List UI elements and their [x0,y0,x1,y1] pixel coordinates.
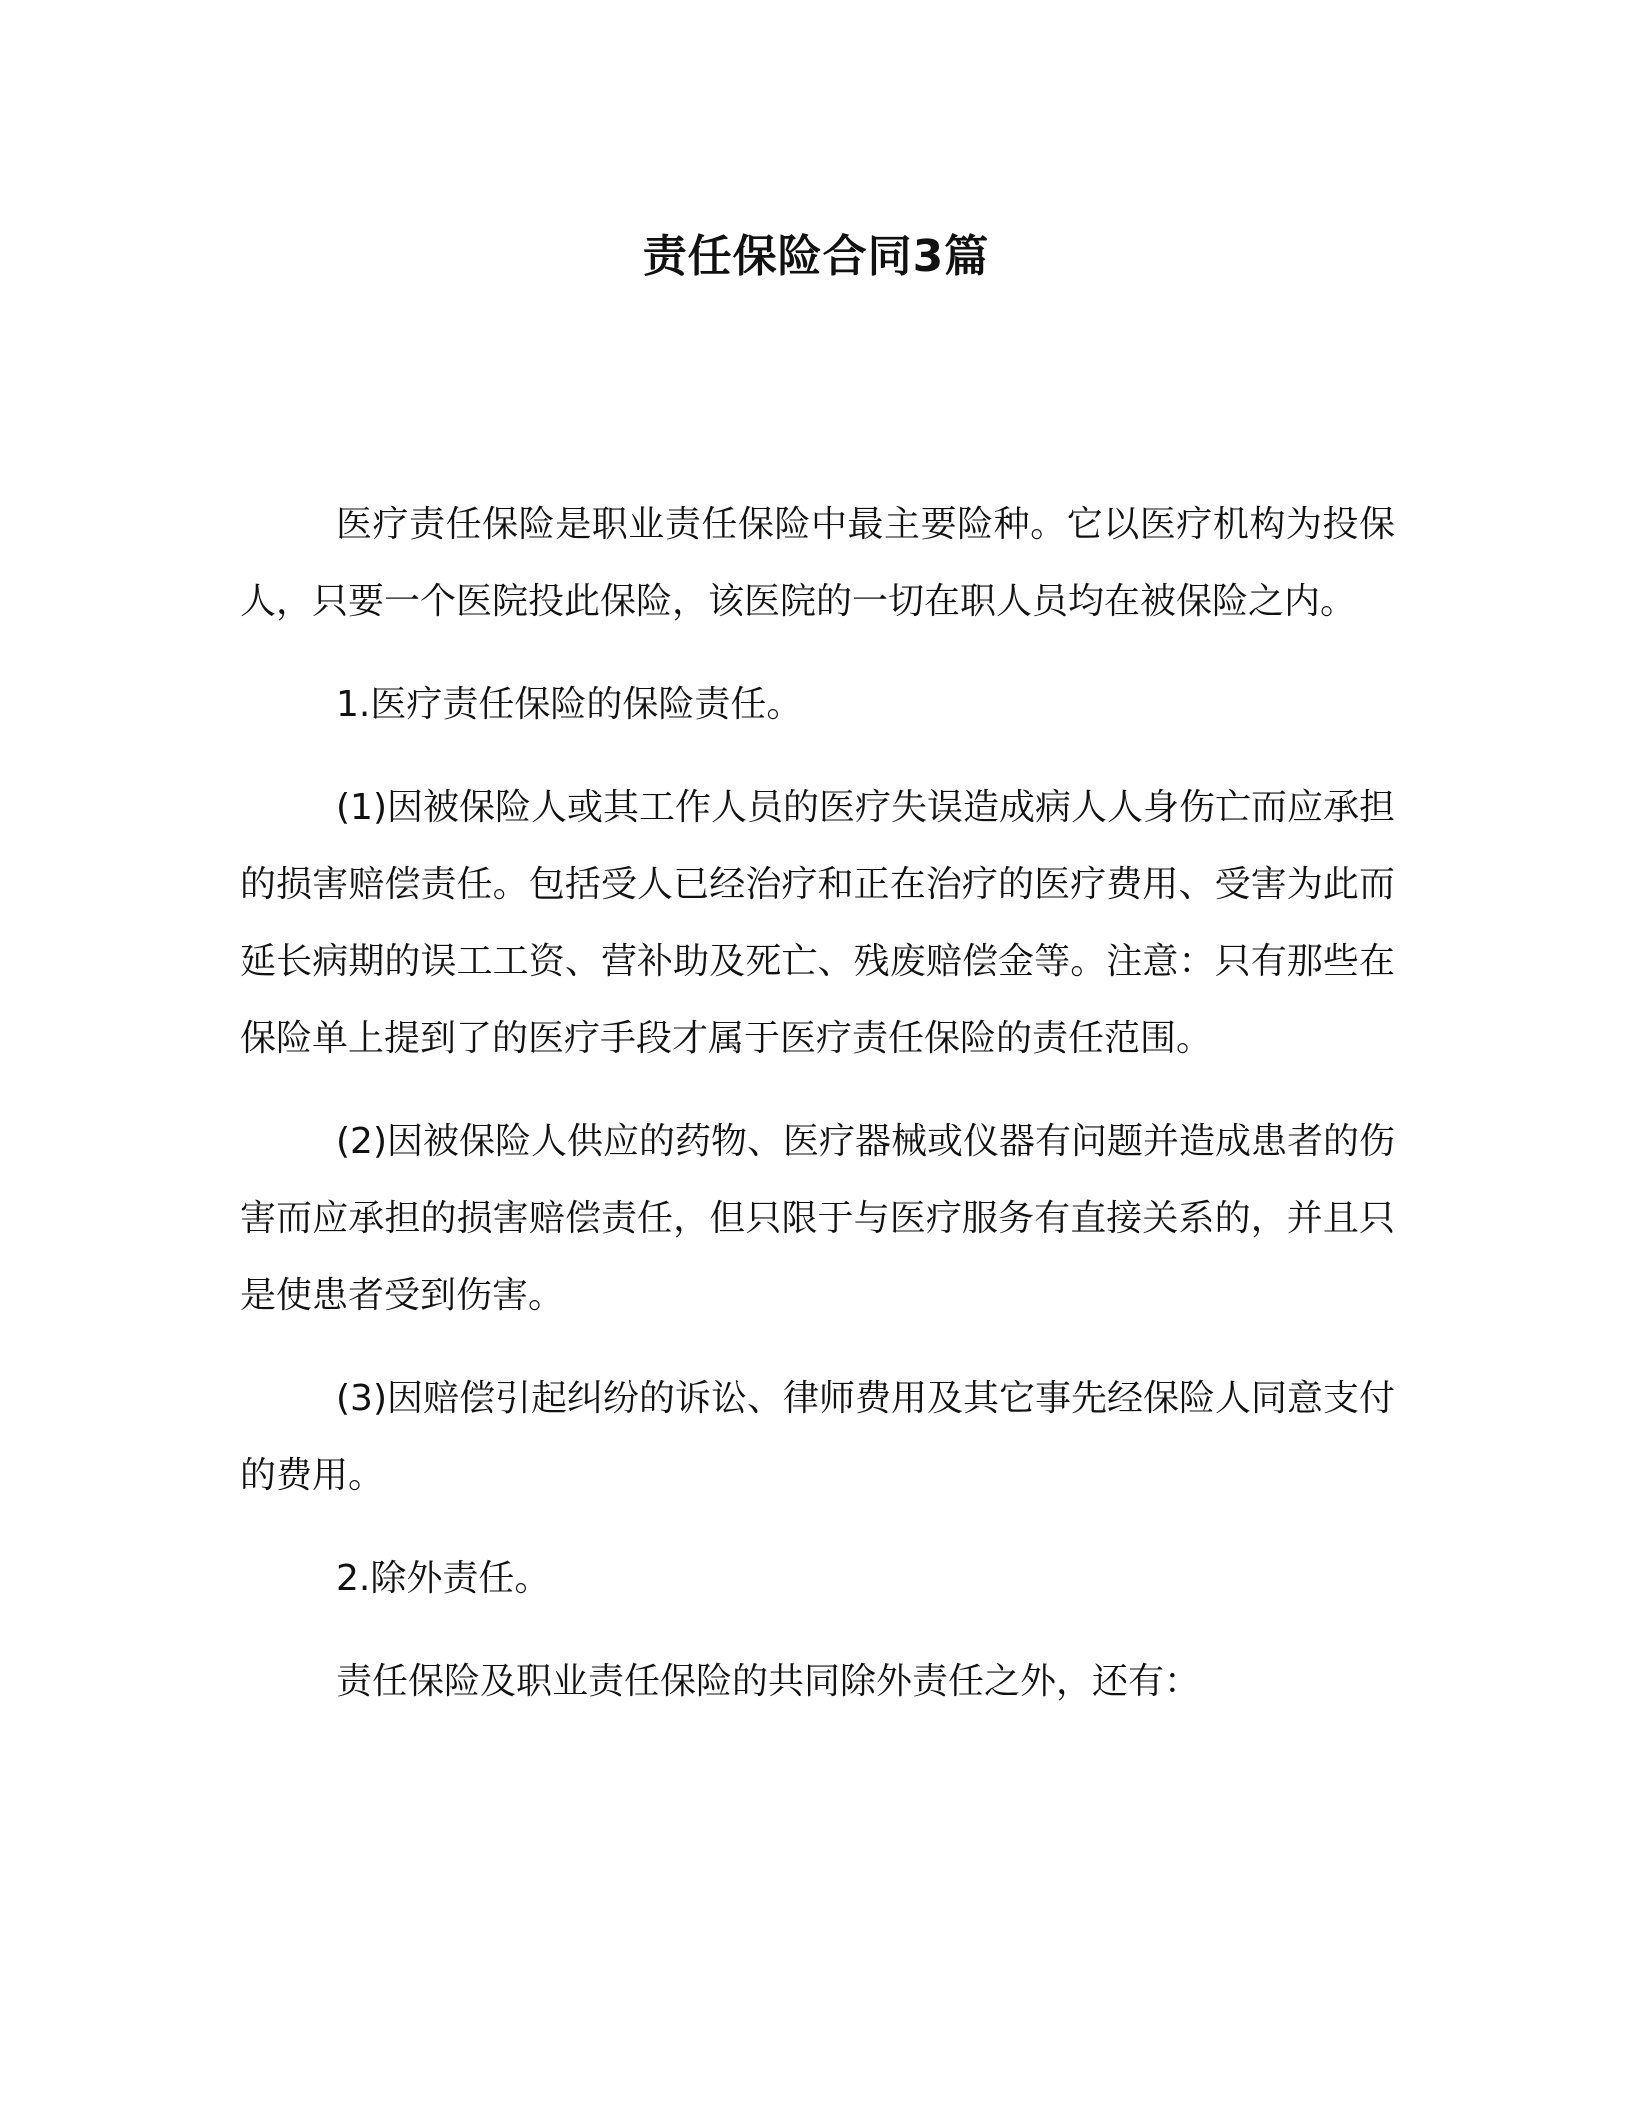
paragraph-heading-coverage: 1.医疗责任保险的保险责任。 [336,684,803,725]
paragraph-intro: 医疗责任保险是职业责任保险中最主要险种。它以医疗机构为投保人，只要一个医院投此保险，该医院的一切在职人员均在被保险之内。 [240,504,1395,622]
paragraph-coverage-item-2: (2)因被保险人供应的药物、医疗器械或仪器有问题并造成患者的伤害而应承担的损害赔偿责任，但只限于与医疗服务有直接关系的，并且只是使患者受到伤害。 [240,1121,1395,1316]
paragraph-heading-exclusions: 2.除外责任。 [336,1558,551,1599]
paragraph-coverage-item-3: (3)因赔偿引起纠纷的诉讼、律师费用及其它事先经保险人同意支付的费用。 [240,1378,1395,1496]
paragraph-exclusions-intro: 责任保险及职业责任保险的共同除外责任之外，还有： [336,1661,1201,1702]
document-title: 责任保险合同3篇 [642,231,990,282]
paragraph-coverage-item-1: (1)因被保险人或其工作人员的医疗失误造成病人人身伤亡而应承担的损害赔偿责任。包括受人已经治疗和正在治疗的医疗费用、受害为此而延长病期的误工工资、营补助及死亡、残废赔偿金等。注意：只有那些在保险单上提到了的医疗手段才属于医疗责任保险的责任范围。 [240,787,1395,1059]
document-body [240,486,1395,1720]
